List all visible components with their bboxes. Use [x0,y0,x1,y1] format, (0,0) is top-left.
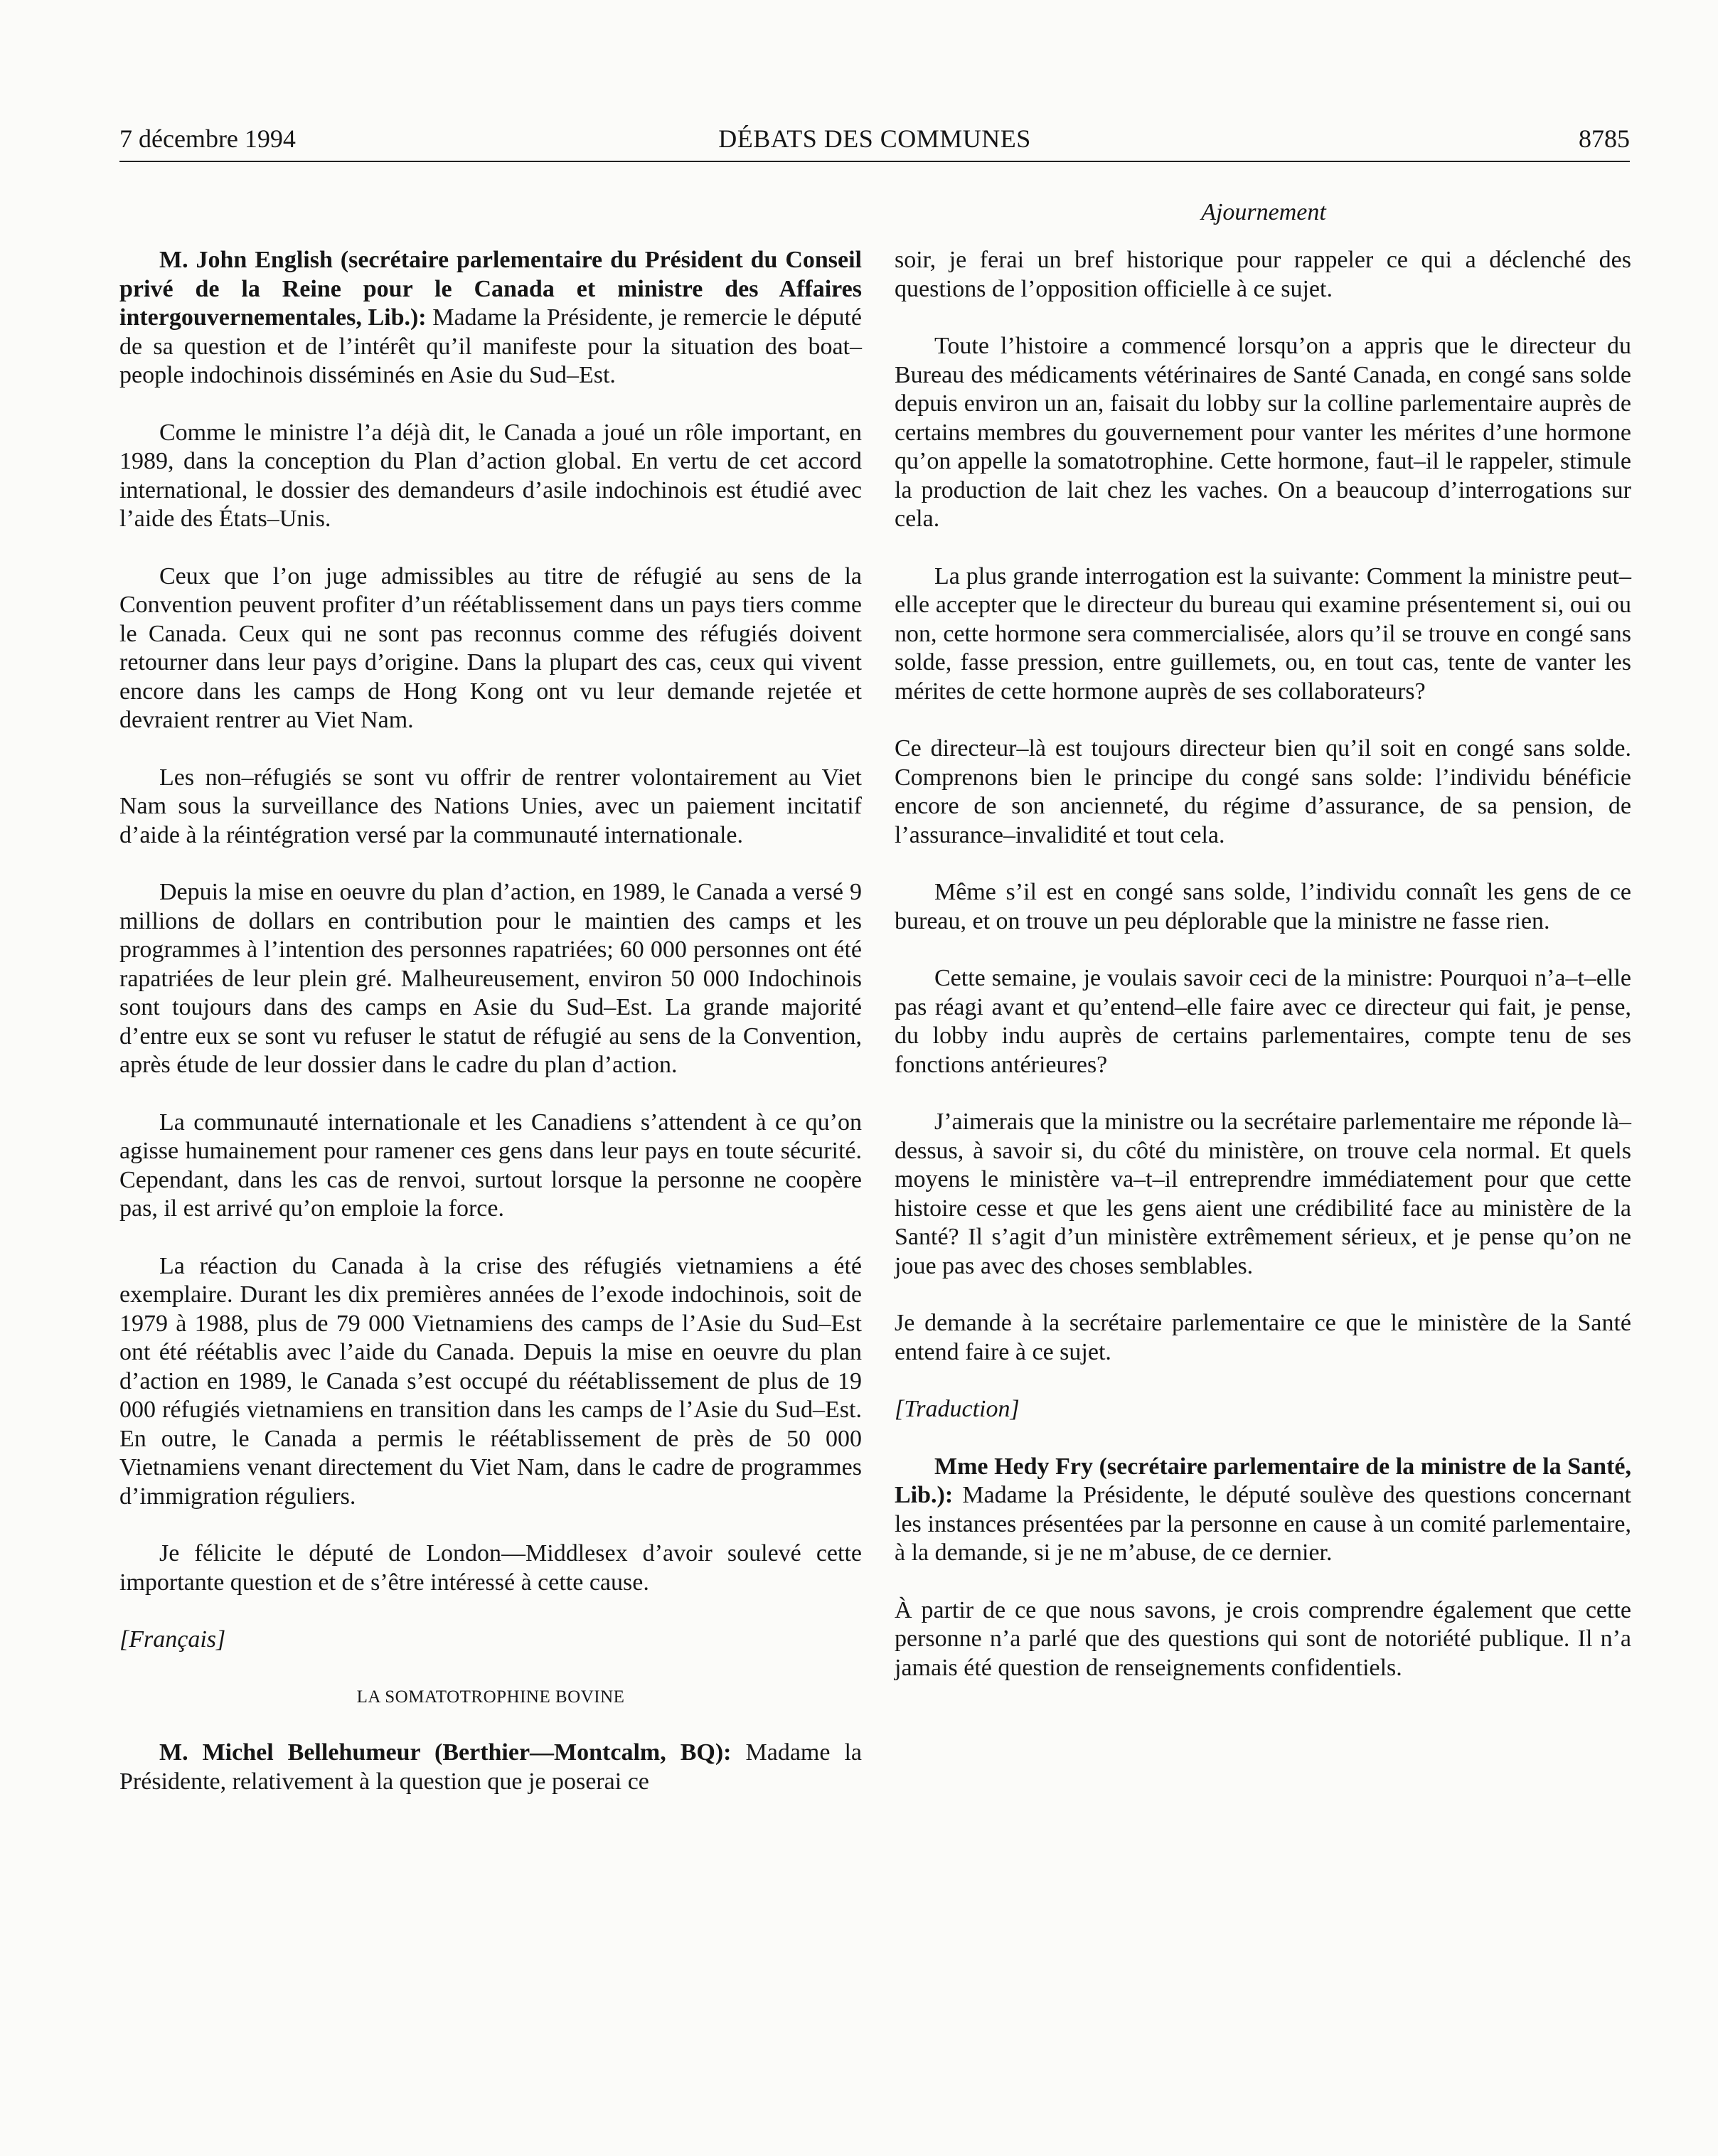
speaker-name: M. John English (secrétaire parlementaire du Président du Conseil privé de la Reine pour le Canada et ministre des Affaires intergouvernementales, Lib.): [119,247,862,331]
speech-paragraph [119,1739,862,1796]
paragraph: Ce directeur–là est toujours directeur bien qu’il soit en congé sans solde. Comprenons bien le principe du congé sans solde: l’individu bénéficie encore de son ancienneté, du régime d’assurance, de sa pension, de l’assurance–invalidité et tout cela. [895,735,1631,848]
paragraph: La plus grande interrogation est la suivante: Comment la ministre peut–elle accepter que le directeur du bureau qui examine présentement si, oui ou non, cette hormone sera commercialisée, alors qu’il se trouve en congé sans solde, fasse pression, entre guillemets, ou, en tout cas, tente de vanter les mérites de cette hormone auprès de ses collaborateurs? [895,562,1631,705]
paragraph: La réaction du Canada à la crise des réfugiés vietnamiens a été exemplaire. Durant les dix premières années de l’exode indochinois, soit de 1979 à 1988, plus de 79 000 Vietnamiens des camps de l’Asie du Sud–Est ont été réétablis avec l’aide du Canada. Depuis la mise en oeuvre du plan d’action en 1989, le Canada s’est occupé du réétablissement de plus de 19 000 réfugiés vietnamiens en transition dans les camps de l’Asie du Sud–Est. En outre, le Canada a permis le réétablissement de près de 50 000 Vietnamiens venant directement du Viet Nam, dans le cadre de programmes d’immigration réguliers. [119,1252,862,1510]
paragraph: Depuis la mise en oeuvre du plan d’action, en 1989, le Canada a versé 9 millions de dollars en contribution pour le maintien des camps et les programmes à l’intention des personnes rapatriées; 60 000 personnes ont été rapatriées de leur plein gré. Malheureusement, environ 50 000 Indochinois sont toujours dans des camps en Asie du Sud–Est. La grande majorité d’entre eux se sont vu refuser le statut de réfugié au sens de la Convention, après étude de leur dossier dans le cadre du plan d’action. [119,879,862,1078]
speech-paragraph [119,246,862,390]
paragraph: Les non–réfugiés se sont vu offrir de rentrer volontairement au Viet Nam sous la surveillance des Nations Unies, avec un paiement incitatif d’aide à la réintégration versé par la communauté internationale. [119,764,862,848]
header-title: DÉBATS DES COMMUNES [718,124,1031,153]
paragraph: Comme le ministre l’a déjà dit, le Canada a joué un rôle important, en 1989, dans la conception du Plan d’action global. En vertu de cet accord international, le dossier des demandeurs d’asile indochinois est étudié avec l’aide des États–Unis. [119,419,862,532]
paragraph: Même s’il est en congé sans solde, l’individu connaît les gens de ce bureau, et on trouve un peu déplorable que la ministre ne fasse rien. [895,879,1631,934]
paragraph: Ceux que l’on juge admissibles au titre de réfugié au sens de la Convention peuvent profiter d’un réétablissement dans un pays tiers comme le Canada. Ceux qui ne sont pas reconnus comme des réfugiés doivent retourner dans leur pays d’origine. Dans la plupart des cas, ceux qui vivent encore dans les camps de Hong Kong ont vu leur demande rejetée et devraient rentrer au Viet Nam. [119,562,862,733]
speaker-name: Mme Hedy Fry (secrétaire parlementaire de la ministre de la Santé, Lib.): [895,1453,1631,1508]
header-date: 7 décembre 1994 [119,124,296,153]
speech-text: Madame la Présidente, relativement à la question que je poserai ce [119,1739,862,1795]
page-header [119,122,1630,162]
language-tag: [Traduction] [895,1396,1020,1422]
paragraph-continued: soir, je ferai un bref historique pour rappeler ce qui a déclenché des questions de l’opposition officielle à ce sujet. [895,247,1631,302]
left-column [119,246,862,1825]
subheading: LA SOMATOTROPHINE BOVINE [356,1687,625,1707]
paragraph: J’aimerais que la ministre ou la secrétaire parlementaire me réponde là–dessus, à savoir si, du côté du ministère, on trouve cela normal. Et quels moyens le ministère va–t–il entreprendre immédiatement pour que cette histoire cesse et que les gens aient une crédibilité face au ministère de la Santé? Il s’agit d’un ministère extrêmement sérieux, et je pense qu’on ne joue pas avec des choses semblables. [895,1109,1631,1279]
paragraph: Toute l’histoire a commencé lorsqu’on a appris que le directeur du Bureau des médicaments vétérinaires de Santé Canada, en congé sans solde depuis environ un an, faisait du lobby sur la colline parlementaire auprès de certains membres du gouvernement pour vanter les mérites d’une hormone qu’on appelle la somatotrophine. Cette hormone, faut–il le rappeler, stimule la production de lait chez les vaches. On a beaucoup d’interrogations sur cela. [895,333,1631,532]
paragraph: Je félicite le député de London—Middlesex d’avoir soulevé cette importante question et de s’être intéressé à cette cause. [119,1540,862,1596]
header-page-number: 8785 [1579,124,1630,153]
language-tag: [Français] [119,1626,226,1653]
speech-text: Madame la Présidente, le député soulève des questions concernant les instances présentées par la personne en cause à un comité parlementaire, à la demande, si je ne m’abuse, de ce dernier. [895,1482,1631,1566]
speech-text: Madame la Présidente, je remercie le député de sa question et de l’intérêt qu’il manifeste pour la situation des boat–people indochinois disséminés en Asie du Sud–Est. [119,304,863,388]
speech-paragraph [895,1453,1631,1568]
right-column [895,246,1631,1711]
speaker-name: M. Michel Bellehumeur (Berthier—Montcalm, BQ): [159,1739,732,1766]
paragraph: La communauté internationale et les Canadiens s’attendent à ce qu’on agisse humainement pour ramener ces gens dans leur pays en toute sécurité. Cependant, dans les cas de renvoi, surtout lorsque la personne ne coopère pas, il est arrivé qu’on emploie la force. [119,1109,862,1222]
paragraph: Cette semaine, je voulais savoir ceci de la ministre: Pourquoi n’a–t–elle pas réagi avant et qu’entend–elle faire avec ce directeur qui fait, je pense, du lobby indu auprès de certains parlementaires, compte tenu de ses fonctions antérieures? [895,965,1631,1078]
paragraph: À partir de ce que nous savons, je crois comprendre également que cette personne n’a parlé que des questions qui sont de notoriété publique. Il n’a jamais été question de renseignements confidentiels. [895,1596,1631,1681]
paragraph: Je demande à la secrétaire parlementaire ce que le ministère de la Santé entend faire à ce sujet. [895,1310,1631,1365]
section-heading: Ajournement [1201,199,1326,225]
